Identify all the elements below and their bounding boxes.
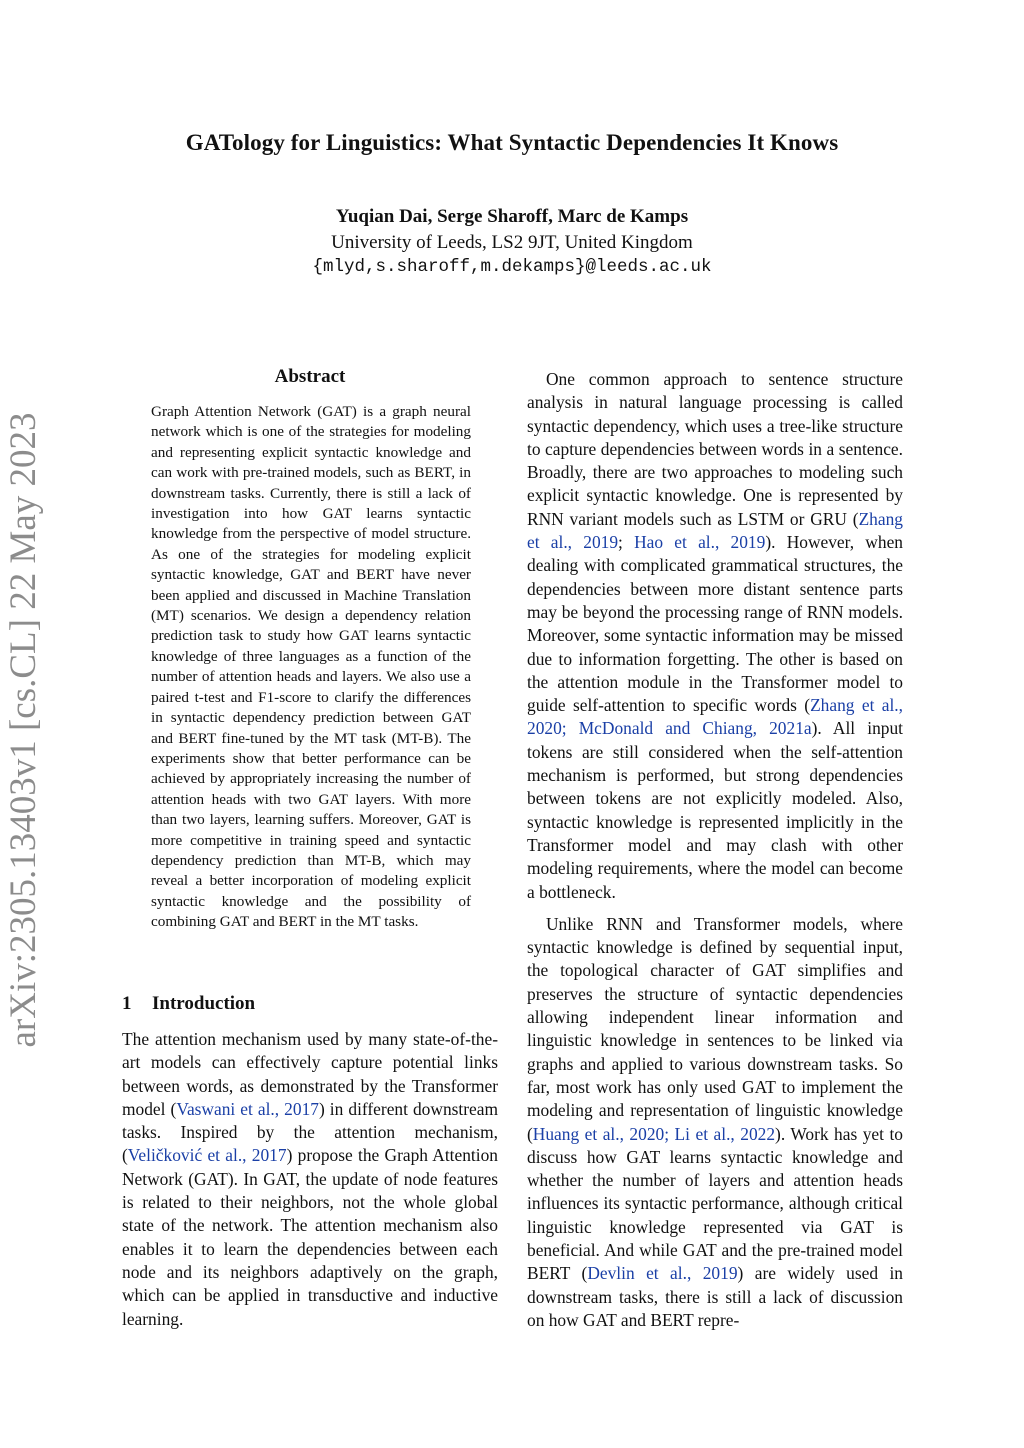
citation-link[interactable]: Veličković et al., 2017 [127,1145,287,1166]
paragraph-text: ). Work has yet to discuss how GAT learns syntactic knowledge and whether the number of layers and attention heads influences its syntactic performance, although critical linguistic knowledge represented via GAT is beneficial. And while GAT and the pre-trained model BERT ( [527,1123,903,1284]
intro-paragraph-1 [122,1028,498,1331]
paragraph-text: ) in different downstream tasks. Inspired by the attention mechanism, ( [122,1098,498,1166]
paragraph-text: ) propose the Graph Attention Network (GAT). In GAT, the update of node features is related to their neighbors, not the whole global state of the network. The attention mechanism also enables it to learn the dependencies between each node and its neighbors adaptively on the graph, which can be applied in transductive and inductive learning. [122,1145,498,1329]
citation-link[interactable]: Hao et al., 2019 [634,532,766,553]
abstract-heading: Abstract [274,366,346,387]
right-paragraph-2 [527,913,903,1332]
section-number: 1 [122,993,132,1014]
arxiv-identifier-stamp: arXiv:2305.13403v1 [cs.CL] 22 May 2023 [3,412,44,1048]
right-column [527,368,903,1332]
email-addresses: {mlyd,s.sharoff,m.dekamps}@leeds.ac.uk [312,257,712,277]
citation-link[interactable]: Huang et al., 2020; Li et al., 2022 [532,1123,776,1144]
citation-link[interactable]: Zhang et al., 2019 [527,508,903,553]
right-paragraph-1 [527,368,903,904]
paragraph-text: ). However, when dealing with complicated grammatical structures, the dependencies between more distant sentence parts may be beyond the processing range of RNN models. Moreover, some syntactic information may be missed due to information forgetting. The other is based on the attention module in the Transformer model to guide self-attention to specific words ( [527,532,903,716]
paragraph-text: One common approach to sentence structure analysis in natural language processing is called syntactic dependency, which uses a tree-like structure to capture dependencies between words in a sentence. Broadly, there are two approaches to modeling such explicit syntactic knowledge. One is represented by RNN variant models such as LSTM or GRU ( [527,369,903,529]
paragraph-text: ; [618,532,635,553]
paper-title: GATology for Linguistics: What Syntactic Dependencies It Knows [185,130,839,155]
section-heading-introduction [122,993,255,1015]
author-list: Yuqian Dai, Serge Sharoff, Marc de Kamps [335,206,689,227]
citation-link[interactable]: Devlin et al., 2019 [587,1263,738,1284]
paragraph-text: ) are widely used in downstream tasks, there is still a lack of discussion on how GAT and BERT repre- [527,1263,903,1330]
affiliation: University of Leeds, LS2 9JT, United Kingdom [331,232,693,253]
paragraph-text: ). All input tokens are still considered when the self-attention mechanism is performed, but strong dependencies between tokens are not explicitly modeled. Also, syntactic knowledge is represented implicitly in the Transformer model and may clash with other modeling requirements, where the model can become a bottleneck. [527,718,903,902]
citation-link[interactable]: Zhang et al., 2020; McDonald and Chiang, 2021a [527,695,903,739]
paragraph-text: The attention mechanism used by many state-of-the-art models can effectively capture potential links between words, as demonstrated by the Transformer model ( [122,1029,498,1119]
citation-link[interactable]: Vaswani et al., 2017 [176,1098,319,1119]
paragraph-text: Unlike RNN and Transformer models, where syntactic knowledge is defined by sequential input, the topological character of GAT simplifies and preserves the structure of syntactic dependencies allowing independent linear information and linguistic knowledge in sentences to be linked via graphs and applied to various downstream tasks. So far, most work has only used GAT to implement the modeling and representation of linguistic knowledge ( [527,913,903,1144]
section-title: Introduction [152,993,256,1014]
abstract-body: Graph Attention Network (GAT) is a graph neural network which is one of the strategies for modeling and representing explicit syntactic knowledge and can work with pre-trained models, such as BERT, in downstream tasks. Currently, there is still a lack of investigation into how GAT learns syntactic knowledge from the perspective of model structure. As one of the strategies for modeling explicit syntactic knowledge, GAT and BERT have never been applied and discussed in Machine Translation (MT) scenarios. We design a dependency relation prediction task to study how GAT learns syntactic knowledge of three languages as a function of the number of attention heads and layers. We also use a paired t-test and F1-score to clarify the differences in syntactic dependency prediction between GAT and BERT fine-tuned by the MT task (MT-B). The experiments show that better performance can be achieved by appropriately increasing the number of attention heads with two GAT layers. With more than two layers, learning suffers. Moreover, GAT is more competitive in training speed and syntactic dependency prediction than MT-B, which may reveal a better incorporation of modeling explicit syntactic knowledge and the possibility of combining GAT and BERT in the MT tasks. [151,403,471,931]
introduction-column [122,1028,498,1331]
